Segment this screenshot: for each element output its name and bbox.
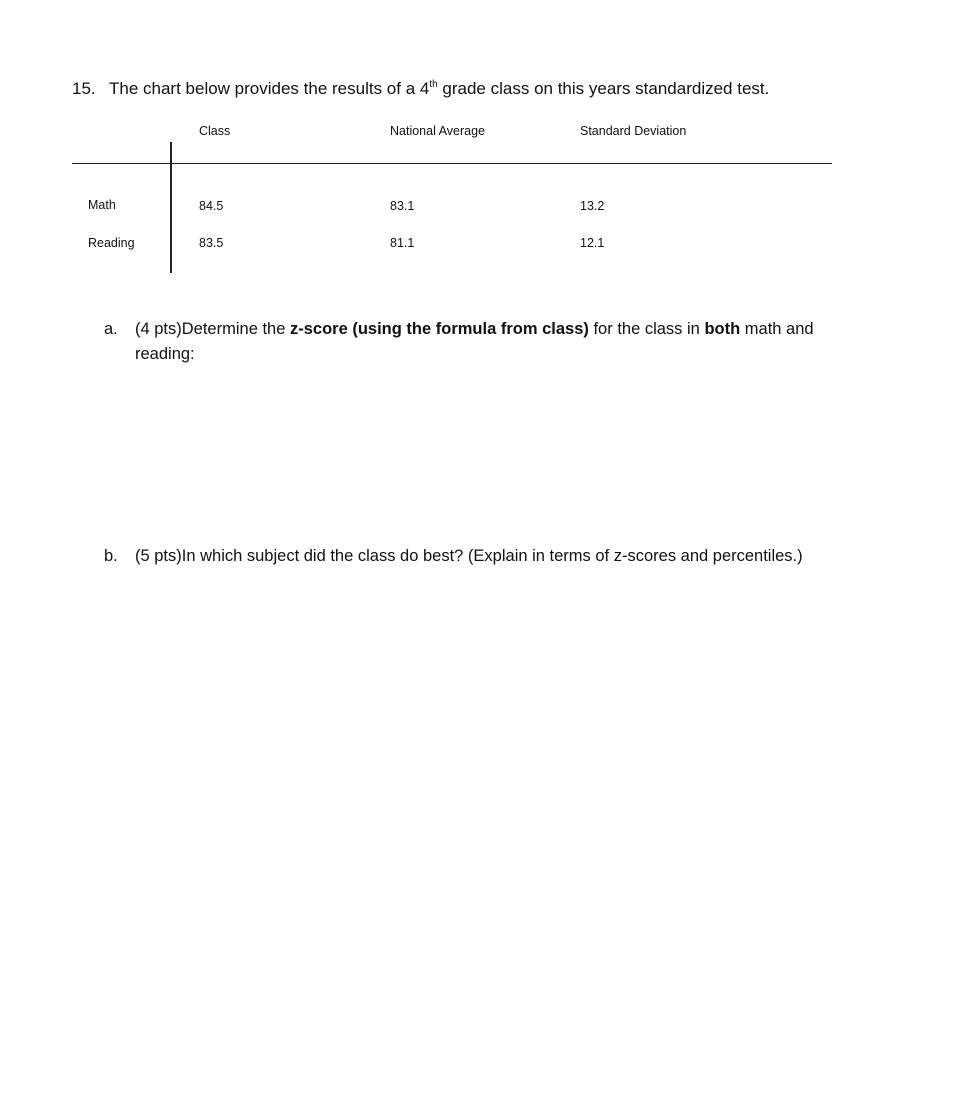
cell-reading-class: 83.5: [199, 236, 224, 250]
question-text-start: The chart below provides the results of a 4: [109, 79, 430, 98]
question-number: 15.: [72, 79, 96, 98]
cell-math-standard-deviation: 13.2: [580, 199, 605, 213]
part-b-text: (5 pts)In which subject did the class do best? (Explain in terms of z-scores and percentiles.): [135, 547, 803, 565]
table-header-divider: [72, 163, 832, 164]
column-header-class: Class: [199, 124, 231, 138]
cell-math-class: 84.5: [199, 199, 224, 213]
part-a-bold-zscore: z-score (using the formula from class): [289, 320, 589, 338]
part-b-letter: b.: [104, 547, 118, 565]
part-a-bold-both: both: [704, 320, 741, 338]
part-a-text-2: for the class in: [588, 320, 705, 338]
column-header-national-average: National Average: [390, 124, 485, 138]
question-text: [109, 79, 769, 99]
column-header-standard-deviation: Standard Deviation: [580, 124, 687, 138]
part-a-line-1: [135, 320, 814, 339]
part-a-text-1: (4 pts)Determine the: [135, 320, 290, 338]
row-label-math: Math: [88, 198, 116, 212]
table-row-label-divider: [170, 142, 172, 273]
part-a-letter: a.: [104, 320, 118, 338]
part-a-line-2: reading:: [135, 345, 195, 363]
part-a-text-3: math and: [740, 320, 814, 338]
cell-math-national-average: 83.1: [390, 199, 415, 213]
question-text-superscript: th: [429, 79, 438, 90]
cell-reading-standard-deviation: 12.1: [580, 236, 605, 250]
cell-reading-national-average: 81.1: [390, 236, 415, 250]
row-label-reading: Reading: [88, 236, 135, 250]
question-text-end: grade class on this years standardized test.: [437, 79, 770, 98]
